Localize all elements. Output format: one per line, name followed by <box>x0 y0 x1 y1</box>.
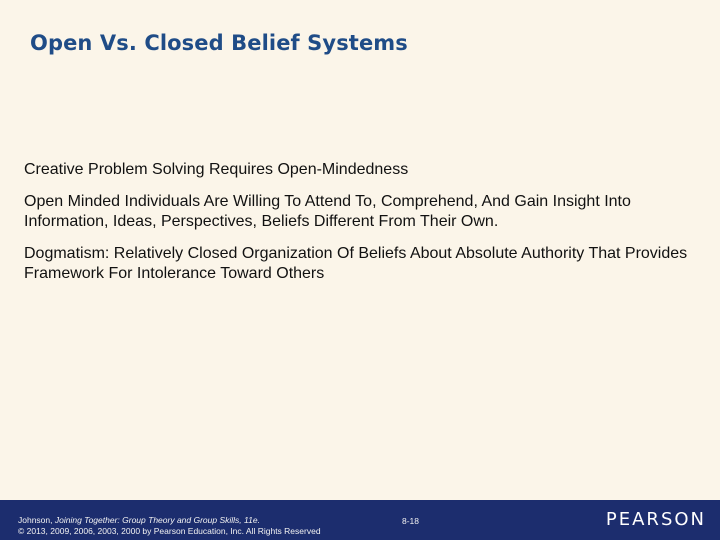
slide-title: Open Vs. Closed Belief Systems <box>30 31 408 55</box>
bullet-item: Open Minded Individuals Are Willing To Attend To, Comprehend, And Gain Insight Into Information, Ideas, Perspectives, Beliefs Different From Their Own. <box>24 193 631 230</box>
footer-bar <box>0 500 720 540</box>
slide-body <box>24 160 700 296</box>
citation-copyright: © 2013, 2009, 2006, 2003, 2000 by Pearson Education, Inc. All Rights Reserved <box>18 526 321 536</box>
pearson-logo: PEARSON <box>605 509 706 530</box>
citation-author: Johnson, <box>18 515 55 525</box>
citation-book-title: Joining Together: Group Theory and Group Skills, 11e. <box>54 515 260 525</box>
citation-line-1 <box>18 515 321 526</box>
bullet-item: Creative Problem Solving Requires Open-Mindedness <box>24 161 409 178</box>
footer-citation <box>18 515 321 537</box>
page-number: 8-18 <box>402 516 420 526</box>
bullet-item: Dogmatism: Relatively Closed Organization Of Beliefs About Absolute Authority That Provides Framework For Intolerance Toward Others <box>24 245 688 282</box>
